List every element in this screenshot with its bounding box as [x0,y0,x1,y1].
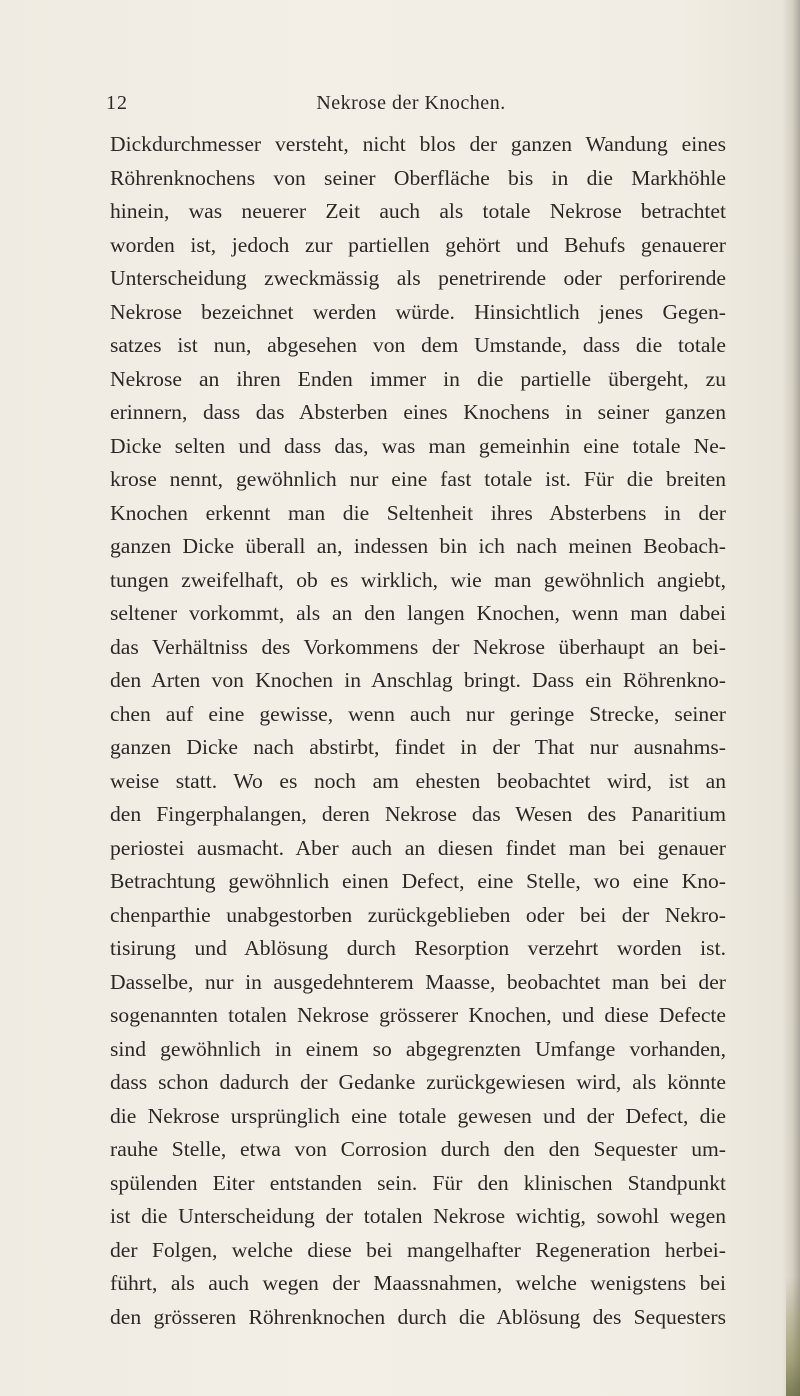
text-line: ganzen Dicke überall an, indessen bin ich nach meinen Beobach- [110,534,726,558]
text-line: chen auf eine gewisse, wenn auch nur geringe Strecke, seiner [110,701,726,726]
text-line: satzes ist nun, abgesehen von dem Umstande, dass die totale [110,333,726,357]
text-line: sogenannten totalen Nekrose grösserer Knochen, und diese Defecte [110,1003,726,1027]
page-header [106,92,716,122]
text-line: tisirung und Ablösung durch Resorption verzehrt worden ist. [110,936,726,960]
text-line: Knochen erkennt man die Seltenheit ihres Absterbens in der [110,500,726,525]
text-line: periostei ausmacht. Aber auch an diesen findet man bei genauer [110,835,726,860]
text-line: den Arten von Knochen in Anschlag bringt. Dass ein Röhrenkno- [110,668,726,692]
text-line: ganzen Dicke nach abstirbt, findet in der That nur ausnahms- [110,735,726,759]
text-line: Betrachtung gewöhnlich einen Defect, eine Stelle, wo eine Kno- [110,869,726,893]
page-edge-shadow [782,0,800,1396]
text-line: seltener vorkommt, als an den langen Knochen, wenn man dabei [110,601,726,625]
body-text [110,128,726,1334]
page-edge-stain [786,1276,800,1396]
text-line: worden ist, jedoch zur partiellen gehört und Behufs genauerer [110,232,726,257]
text-line: sind gewöhnlich in einem so abgegrenzten Umfange vorhanden, [110,1036,726,1061]
text-line: Dicke selten und dass das, was man gemeinhin eine totale Ne- [110,433,726,458]
text-line: weise statt. Wo es noch am ehesten beobachtet wird, ist an [110,768,726,793]
text-line: führt, als auch wegen der Maassnahmen, welche wenigstens bei [110,1271,726,1295]
text-line: der Folgen, welche diese bei mangelhafter Regeneration herbei- [110,1237,726,1262]
text-line: dass schon dadurch der Gedanke zurückgewiesen wird, als könnte [110,1070,726,1094]
text-line: spülenden Eiter entstanden sein. Für den klinischen Standpunkt [110,1170,726,1195]
text-line: Dickdurchmesser versteht, nicht blos der ganzen Wandung eines [110,132,726,156]
running-head: Nekrose der Knochen. [316,92,506,114]
text-line: Nekrose an ihren Enden immer in die partielle übergeht, zu [110,366,726,391]
text-line: das Verhältniss des Vorkommens der Nekrose überhaupt an bei- [110,634,726,659]
text-line: rauhe Stelle, etwa von Corrosion durch den den Sequester um- [110,1137,726,1161]
text-line: krose nennt, gewöhnlich nur eine fast totale ist. Für die breiten [110,467,726,491]
page-number: 12 [106,92,128,114]
text-line: erinnern, dass das Absterben eines Knochens in seiner ganzen [110,400,726,424]
text-line: Dasselbe, nur in ausgedehnterem Maasse, beobachtet man bei der [110,969,726,994]
text-line: hinein, was neuerer Zeit auch als totale Nekrose betrachtet [110,199,726,223]
text-line: den grösseren Röhrenknochen durch die Ablösung des Sequesters [110,1304,726,1329]
text-line: chenparthie unabgestorben zurückgeblieben oder bei der Nekro- [110,902,726,927]
text-line: ist die Unterscheidung der totalen Nekrose wichtig, sowohl wegen [110,1204,726,1228]
text-line: den Fingerphalangen, deren Nekrose das Wesen des Panaritium [110,802,726,826]
text-line: Nekrose bezeichnet werden würde. Hinsichtlich jenes Gegen- [110,299,726,324]
text-line: tungen zweifelhaft, ob es wirklich, wie man gewöhnlich angiebt, [110,567,726,592]
text-line: die Nekrose ursprünglich eine totale gewesen und der Defect, die [110,1103,726,1128]
text-line: Unterscheidung zweckmässig als penetrirende oder perforirende [110,266,726,290]
text-line: Röhrenknochens von seiner Oberfläche bis in die Markhöhle [110,165,726,190]
